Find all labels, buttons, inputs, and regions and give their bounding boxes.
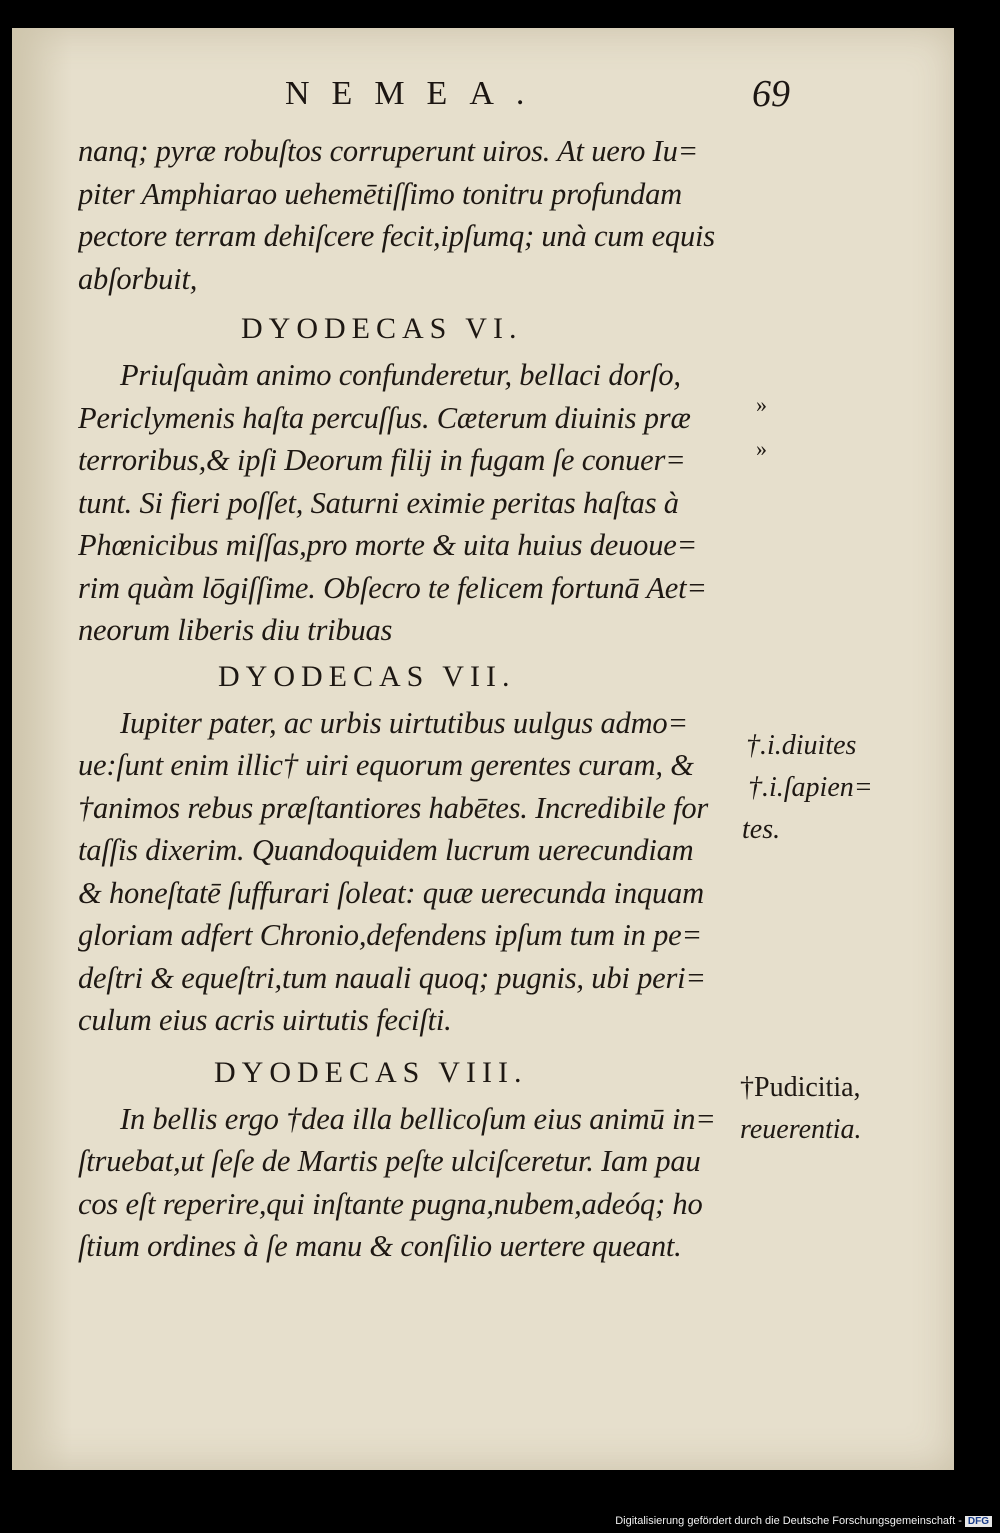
text-line: deſtri & equeſtri,tum nauali quoq; pugnis, ubi peri=	[78, 960, 706, 995]
margin-note-diuites: †.i.diuites	[746, 730, 857, 761]
margin-note-pudicitia: †Pudicitia,	[740, 1072, 861, 1103]
text-line: taſſis dixerim. Quandoquidem lucrum uerecundiam	[78, 833, 694, 867]
text-line: abſorbuit,	[78, 261, 198, 296]
text-line: cos eſt reperire,qui inſtante pugna,nubem,adeóq; ho	[78, 1186, 703, 1221]
section-heading-vii: DYODECAS VII.	[218, 659, 516, 693]
digitization-credit	[615, 1515, 992, 1527]
text-line: piter Amphiarao uehemētiſſimo tonitru profundam	[78, 176, 682, 211]
text-line: pectore terram dehiſcere fecit,ipſumq; unà cum equis	[78, 219, 715, 253]
text-line: tunt. Si fieri poſſet, Saturni eximie peritas haſtas à	[78, 485, 679, 520]
text-line: terroribus,& ipſi Deorum filij in fugam ſe conuer=	[78, 443, 686, 477]
running-head: NEMEA.	[285, 75, 547, 112]
section-heading-vi: DYODECAS VI.	[241, 312, 523, 345]
section-heading-viii: DYODECAS VIII.	[214, 1055, 528, 1089]
text-line: Priuſquàm animo confunderetur, bellaci dorſo,	[120, 358, 681, 392]
text-line: Iupiter pater, ac urbis uirtutibus uulgus admo=	[120, 705, 688, 740]
text-line: culum eius acris uirtutis feciſti.	[78, 1003, 452, 1037]
credit-text: Digitalisierung gefördert durch die Deutsche Forschungsgemeinschaft -	[615, 1515, 962, 1527]
text-line: ſtruebat,ut ſeſe de Martis peſte ulciſceretur. Iam pau	[78, 1144, 701, 1178]
text-line: ue:ſunt enim illic† uiri equorum gerentes curam, &	[78, 748, 694, 782]
margin-quote-mark: »	[756, 436, 767, 461]
margin-note-reuerentia: reuerentia.	[740, 1114, 862, 1145]
margin-note-sapientes-cont: tes.	[742, 814, 781, 845]
text-line: neorum liberis diu tribuas	[78, 613, 393, 647]
text-line: Phœnicibus miſſas,pro morte & uita huius deuoue=	[78, 528, 697, 562]
page-number: 69	[752, 73, 790, 115]
margin-note-sapientes: †.i.ſapien=	[748, 772, 873, 803]
text-line: Periclymenis haſta percuſſus. Cæterum diuinis præ	[78, 400, 691, 435]
main-text-block	[78, 130, 738, 1268]
text-line: rim quàm lōgiſſime. Obſecro te felicem fortunā Aet=	[78, 570, 707, 605]
text-line: gloriam adfert Chronio,defendens ipſum tum in pe=	[78, 918, 702, 952]
margin-quote-mark: »	[756, 392, 767, 417]
page-gutter-shadow	[12, 28, 72, 1470]
text-line: In bellis ergo †dea illa bellicoſum eius animū in=	[120, 1101, 716, 1136]
dfg-logo: DFG	[965, 1516, 992, 1527]
text-line: ſtium ordines à ſe manu & conſilio uertere queant.	[78, 1229, 682, 1263]
text-line: †animos rebus præſtantiores habētes. Incredibile for	[78, 790, 709, 825]
text-line: nanq; pyræ robuſtos corruperunt uiros. At uero Iu=	[78, 134, 699, 168]
text-line: & honeſtatē ſuffurari ſoleat: quæ uerecunda inquam	[78, 875, 704, 910]
